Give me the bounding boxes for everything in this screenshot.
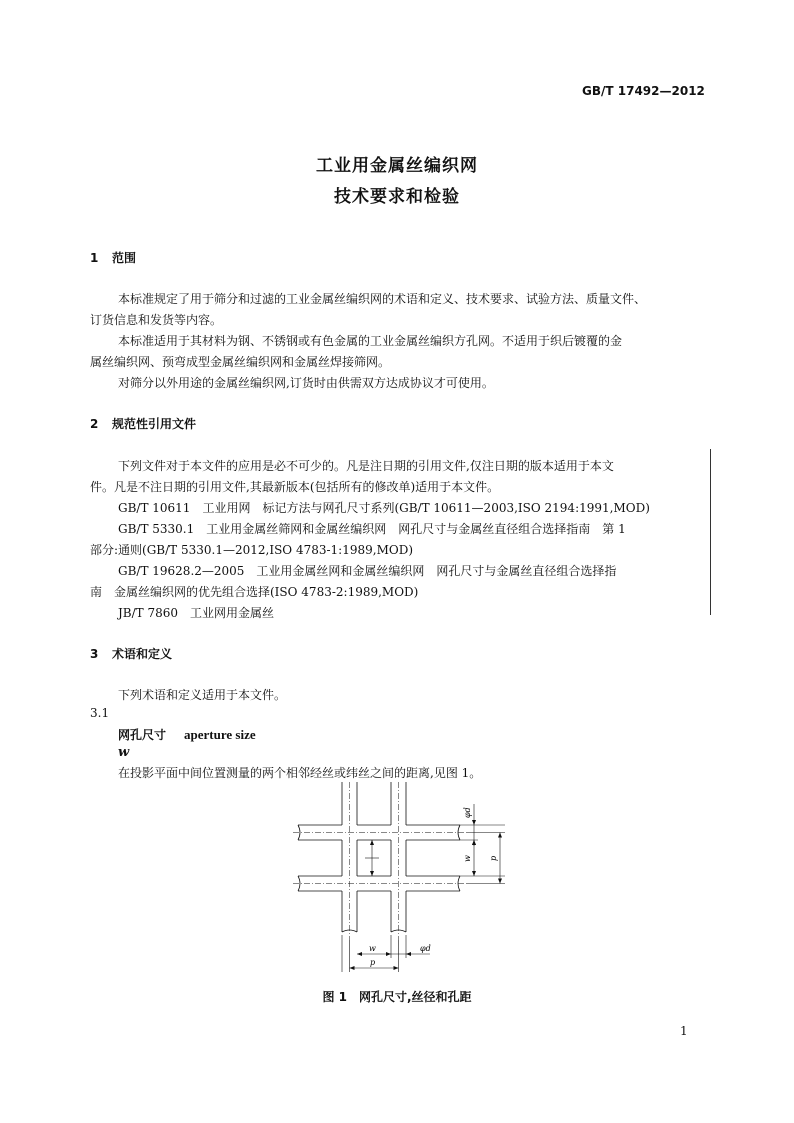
scope-line: 本标准适用于其材料为钢、不锈钢或有色金属的工业金属丝编织方孔网。不适用于织后镀覆的金 [118,334,623,348]
label-p-horizontal: p [370,958,376,967]
section-1-title: 范围 [112,251,137,265]
terms-intro: 下列术语和定义适用于本文件。 [118,688,287,702]
figure-1-diagram [290,782,520,982]
reference-entry: GB/T 5330.1 工业用金属丝筛网和金属丝编织网 网孔尺寸与金属丝直径组合选择指南 第 1 [118,522,626,536]
label-phi-d-horizontal: φd [420,944,431,953]
term-number: 3.1 [90,706,110,720]
scope-line: 订货信息和发货等内容。 [90,313,223,327]
reference-entry: GB/T 10611 工业用网 标记方法与网孔尺寸系列(GB/T 10611—2003,ISO 2194:1991,MOD) [118,501,650,515]
figure-caption: 图 1 网孔尺寸,丝径和孔距 [322,990,472,1004]
page-number: 1 [680,1024,688,1038]
document-title-line-1: 工业用金属丝编织网 [316,156,478,176]
term-entry [118,726,256,743]
section-2-title: 规范性引用文件 [112,417,197,431]
change-bar [710,449,711,615]
standard-number: GB/T 17492—2012 [582,84,705,98]
term-chinese: 网孔尺寸 [118,728,167,742]
term-symbol: w [118,745,130,760]
section-3-heading [90,645,172,662]
references-line: 下列文件对于本文件的应用是必不可少的。凡是注日期的引用文件,仅注日期的版本适用于本文 [118,459,614,473]
reference-entry: 南 金属丝编织网的优先组合选择(ISO 4783-2:1989,MOD) [90,585,419,599]
section-3-number: 3 [90,647,99,661]
term-definition: 在投影平面中间位置测量的两个相邻经丝或纬丝之间的距离,见图 1。 [118,766,482,780]
label-w-vertical: w [463,855,472,862]
document-title-line-2: 技术要求和检验 [334,187,460,207]
section-2-number: 2 [90,417,99,431]
scope-line: 本标准规定了用于筛分和过滤的工业金属丝编织网的术语和定义、技术要求、试验方法、质量文件、 [118,292,647,306]
label-phi-d-vertical: φd [463,807,472,818]
term-english: aperture size [184,727,256,742]
reference-entry: GB/T 19628.2—2005 工业用金属丝网和金属丝编织网 网孔尺寸与金属丝直径组合选择指 [118,564,617,578]
label-w-horizontal: w [369,944,376,953]
reference-entry: 部分:通则(GB/T 5330.1—2012,ISO 4783-1:1989,MOD) [90,543,413,557]
reference-entry: JB/T 7860 工业网用金属丝 [118,606,275,620]
section-1-heading [90,249,136,266]
scope-line: 属丝编织网、预弯成型金属丝编织网和金属丝焊接筛网。 [90,355,391,369]
section-1-number: 1 [90,251,99,265]
section-3-title: 术语和定义 [112,647,173,661]
label-p-vertical: p [489,855,498,861]
section-2-heading [90,415,196,432]
references-line: 件。凡是不注日期的引用文件,其最新版本(包括所有的修改单)适用于本文件。 [90,480,500,494]
scope-line: 对筛分以外用途的金属丝编织网,订货时由供需双方达成协议才可使用。 [118,376,494,390]
